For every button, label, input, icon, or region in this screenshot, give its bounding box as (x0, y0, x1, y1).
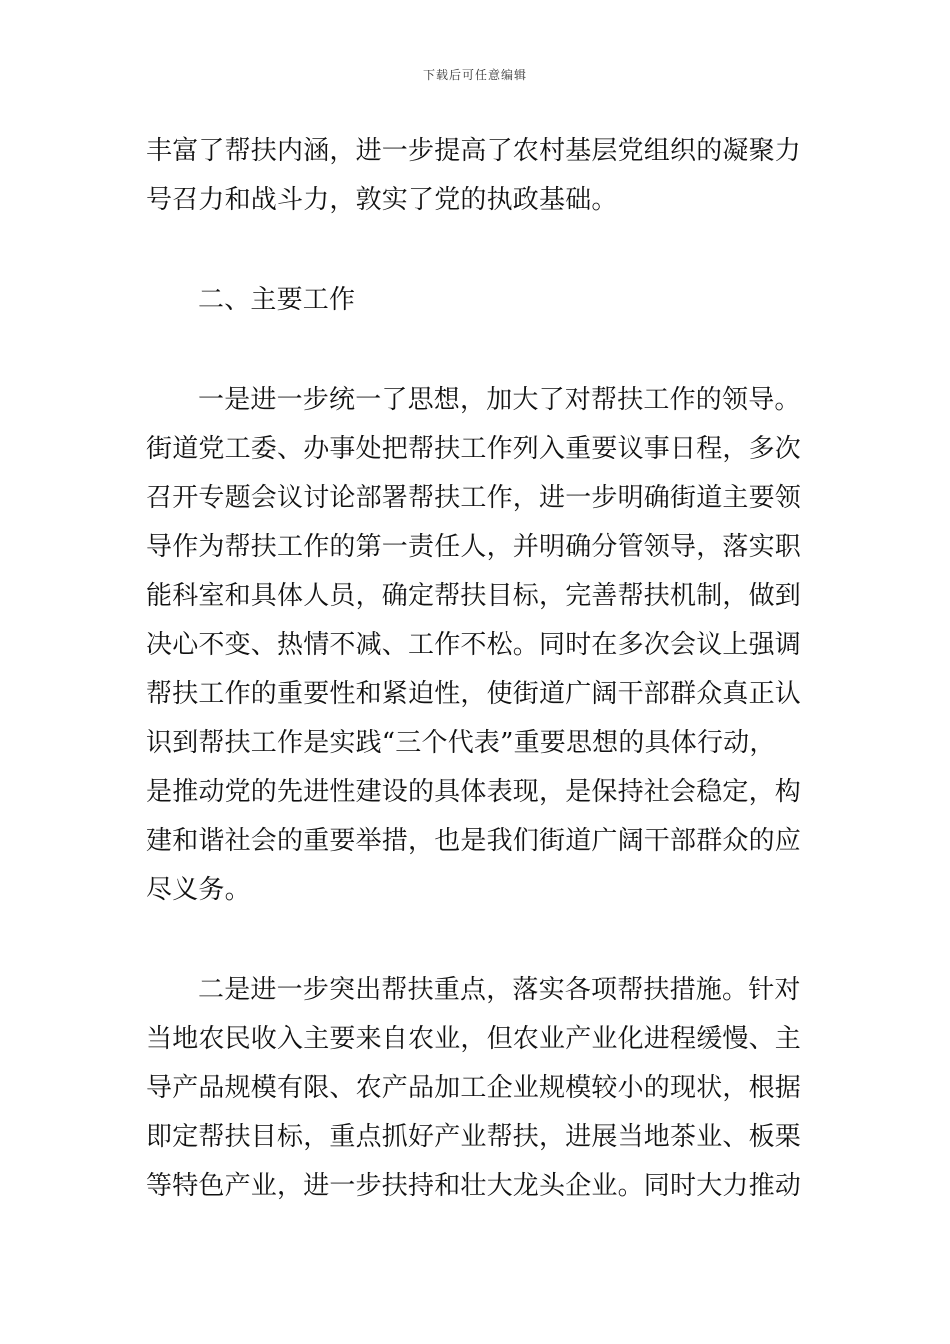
paragraph-line: 能科室和具体人员，确定帮扶目标，完善帮扶机制，做到 (146, 581, 802, 611)
header-note: 下载后可任意编辑 (422, 68, 527, 82)
paragraph-line: 识到帮扶工作是实践“三个代表”重要思想的具体行动， (146, 728, 776, 758)
paragraph-gap (146, 225, 810, 276)
paragraph-line: 当地农民收入主要来自农业，但农业产业化进程缓慢、主 (146, 1024, 802, 1054)
section-heading: 二、主要工作 (198, 285, 356, 315)
paragraph-line: 街道党工委、办事处把帮扶工作列入重要议事日程，多次 (146, 434, 802, 464)
paragraph-line: 号召力和战斗力，敦实了党的执政基础。 (146, 185, 618, 215)
paragraph-line: 导作为帮扶工作的第一责任人，并明确分管领导，落实职 (146, 532, 802, 562)
paragraph-line: 尽义务。 (146, 875, 251, 905)
paragraph-line: 一是进一步统一了思想，加大了对帮扶工作的领导。 (198, 385, 801, 415)
paragraph-line: 等特色产业，进一步扶持和壮大龙头企业。同时大力推动 (146, 1171, 802, 1201)
paragraph-line: 建和谐社会的重要举措，也是我们街道广阔干部群众的应 (146, 826, 802, 856)
paragraph-line: 是推动党的先进性建设的具体表现，是保持社会稳定，构 (146, 777, 802, 807)
document-body (146, 127, 810, 1211)
paragraph-line: 丰富了帮扶内涵，进一步提高了农村基层党组织的凝聚力 (146, 136, 802, 166)
paragraph-line: 决心不变、热情不减、工作不松。同时在多次会议上强调 (146, 630, 802, 660)
paragraph-gap (146, 325, 810, 376)
paragraph-line: 二是进一步突出帮扶重点，落实各项帮扶措施。针对 (198, 975, 801, 1005)
paragraph-line: 召开专题会议讨论部署帮扶工作，进一步明确街道主要领 (146, 483, 802, 513)
paragraph-line: 帮扶工作的重要性和紧迫性，使街道广阔干部群众真正认 (146, 679, 802, 709)
paragraph-line: 导产品规模有限、农产品加工企业规模较小的现状，根据 (146, 1073, 802, 1103)
paragraph-line: 即定帮扶目标，重点抓好产业帮扶，进展当地茶业、板栗 (146, 1122, 802, 1152)
paragraph-gap (146, 915, 810, 966)
